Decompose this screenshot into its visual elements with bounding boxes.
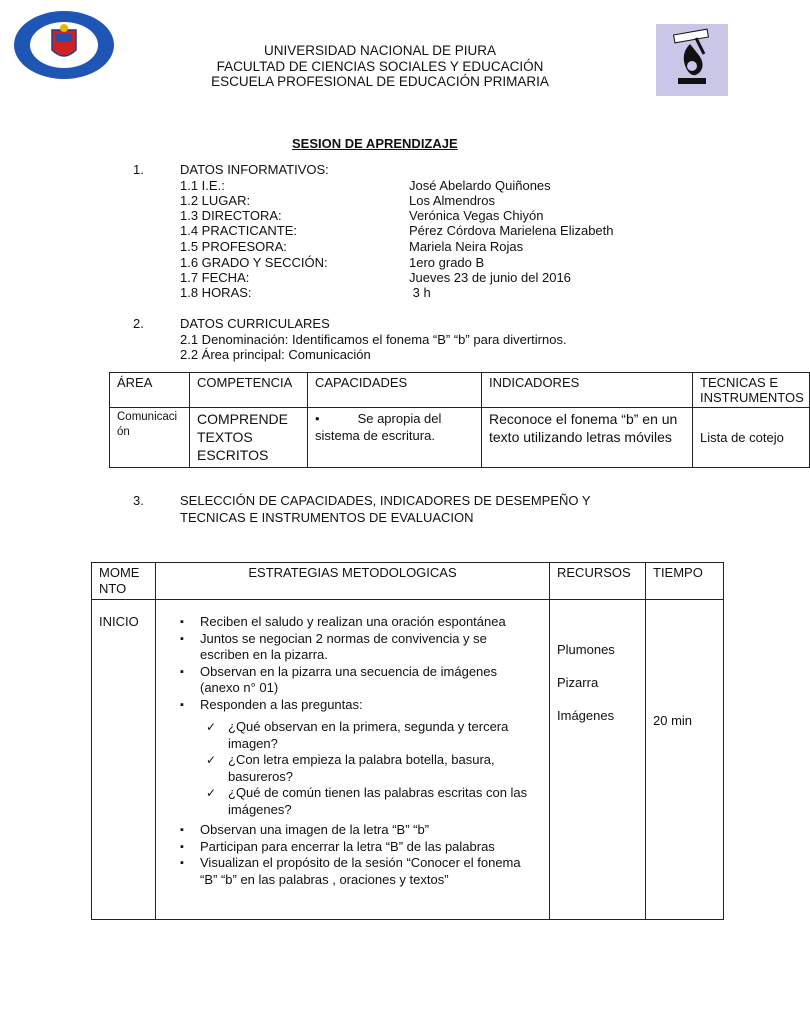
header-recursos: RECURSOS (550, 563, 646, 600)
faculty-emblem-logo (656, 24, 728, 96)
header-tecnicas-line1: TECNICAS E (700, 375, 779, 390)
header-area: ÁREA (110, 373, 190, 408)
info-label-directora: 1.3 DIRECTORA: (180, 208, 282, 223)
section3-number: 3. (133, 493, 144, 508)
strategy-item: ▪ Responden a las preguntas: (200, 697, 539, 714)
question-item: ✓ ¿Con letra empieza la palabra botella, basura, basureros? (228, 752, 539, 785)
resource-item: Pizarra (557, 675, 599, 690)
info-value-ie: José Abelardo Quiñones (409, 178, 551, 193)
cell-recursos (550, 600, 646, 920)
header-line-school: ESCUELA PROFESIONAL DE EDUCACIÓN PRIMARIA (211, 74, 549, 89)
strategy-item: ▪ Participan para encerrar la letra “B” de las palabras (200, 839, 539, 856)
info-value-fecha: Jueves 23 de junio del 2016 (409, 270, 571, 285)
curricular-denominacion: 2.1 Denominación: Identificamos el fonema “B” “b” para divertirnos. (180, 332, 567, 347)
header-competencia: COMPETENCIA (190, 373, 308, 408)
header-momento: MOMENTO (92, 563, 156, 600)
header-tecnicas-line2: INSTRUMENTOS (700, 390, 804, 405)
capacidad-text: Se apropia del sistema de escritura. (315, 411, 442, 443)
header-line-university: UNIVERSIDAD NACIONAL DE PIURA (263, 43, 497, 58)
curricular-area: 2.2 Área principal: Comunicación (180, 347, 371, 362)
cell-area: Comunicación (110, 408, 190, 468)
header-tecnicas (693, 373, 810, 408)
question-item: ✓ ¿Qué de común tienen las palabras escritas con las imágenes? (228, 785, 539, 818)
section3-title-line2: TECNICAS E INSTRUMENTOS DE EVALUACION (180, 510, 474, 525)
header-estrategias: ESTRATEGIAS METODOLOGICAS (156, 563, 550, 600)
strategy-item: ▪ Visualizan el propósito de la sesión “Conocer el fonema “B” “b” en las palabras , oraciones y textos” (200, 855, 539, 888)
section3-title-line1: SELECCIÓN DE CAPACIDADES, INDICADORES DE DESEMPEÑO Y (180, 493, 591, 508)
info-value-grado: 1ero grado B (409, 255, 485, 270)
info-label-lugar: 1.2 LUGAR: (180, 193, 251, 208)
info-label-ie: 1.1 I.E.: (180, 178, 225, 193)
strategy-item: ▪ Reciben el saludo y realizan una oración espontánea (200, 614, 539, 631)
resource-item: Imágenes (557, 708, 615, 723)
info-label-profesora: 1.5 PROFESORA: (180, 239, 287, 254)
university-seal-logo (12, 10, 116, 80)
info-value-profesora: Mariela Neira Rojas (409, 239, 524, 254)
header-indicadores: INDICADORES (482, 373, 693, 408)
section2-number: 2. (133, 316, 144, 331)
info-label-fecha: 1.7 FECHA: (180, 270, 250, 285)
strategy-item: ▪ Juntos se negocian 2 normas de convivencia y se escriben en la pizarra. (200, 631, 539, 664)
cell-indicador: Reconoce el fonema “b” en un texto utilizando letras móviles (482, 408, 693, 468)
session-title: SESION DE APRENDIZAJE (292, 136, 458, 151)
info-value-lugar: Los Almendros (409, 193, 495, 208)
cell-tecnica: Lista de cotejo (693, 408, 810, 468)
info-value-horas: 3 h (409, 285, 431, 300)
header-line-faculty: FACULTAD DE CIENCIAS SOCIALES Y EDUCACIÓN (216, 58, 544, 74)
header-capacidades: CAPACIDADES (308, 373, 482, 408)
resource-item: Plumones (557, 642, 615, 657)
cell-estrategias (156, 600, 550, 920)
section1-title: DATOS INFORMATIVOS: (180, 162, 329, 177)
competencies-table-clip (109, 372, 804, 468)
info-value-directora: Verónica Vegas Chiyón (409, 208, 544, 223)
strategy-item: ▪ Observan una imagen de la letra “B” “b” (200, 822, 539, 839)
cell-tiempo: 20 min (646, 600, 724, 920)
info-label-horas: 1.8 HORAS: (180, 285, 252, 300)
cell-capacidad (308, 408, 482, 468)
info-value-practicante: Pérez Córdova Marielena Elizabeth (409, 223, 614, 238)
strategies-table (91, 562, 724, 920)
question-item: ✓ ¿Qué observan en la primera, segunda y tercera imagen? (228, 719, 539, 752)
institution-header (160, 43, 600, 90)
info-label-practicante: 1.4 PRACTICANTE: (180, 223, 298, 238)
header-tiempo: TIEMPO (646, 563, 724, 600)
info-label-grado: 1.6 GRADO Y SECCIÓN: (180, 255, 328, 270)
strategy-item: ▪ Observan en la pizarra una secuencia de imágenes (anexo n° 01) (200, 664, 539, 697)
competencies-table (109, 372, 810, 468)
cell-momento: INICIO (92, 600, 156, 920)
section2-title: DATOS CURRICULARES (180, 316, 330, 331)
cell-competencia: COMPRENDE TEXTOS ESCRITOS (190, 408, 308, 468)
capacidad-bullet: • (315, 411, 320, 426)
section1-number: 1. (133, 162, 144, 177)
